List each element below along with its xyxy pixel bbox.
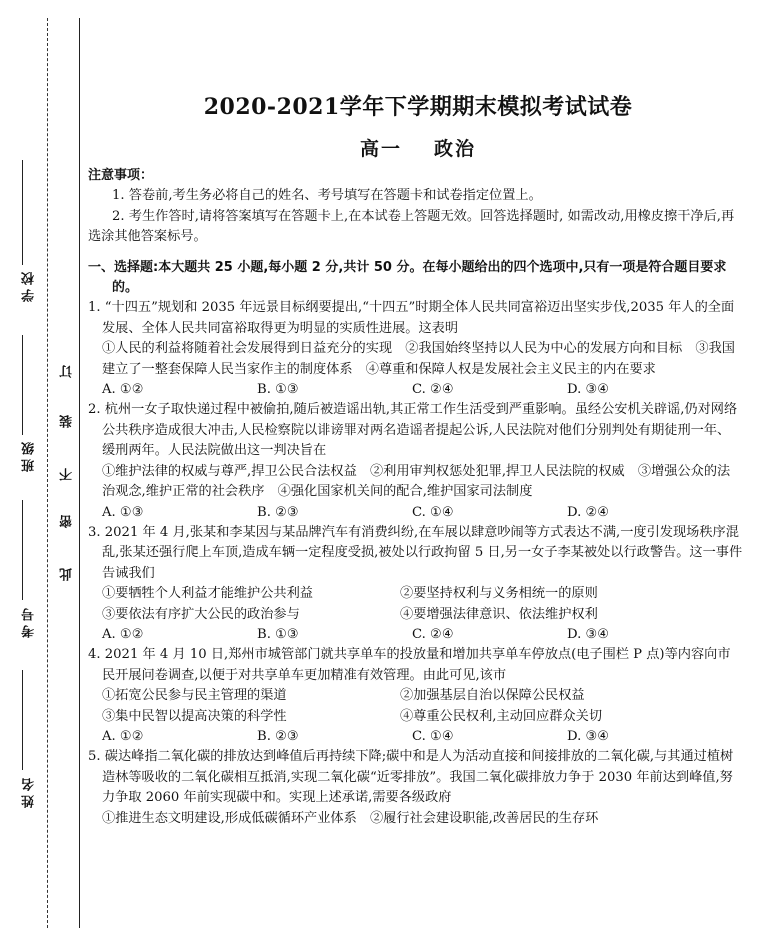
option-d: D. ③④ [567, 382, 610, 398]
statement: ①拓宽公民参与民主管理的渠道 [102, 688, 287, 704]
question-stem: 1. “十四五”规划和 2035 年远景目标纲要提出,“十四五”时期全体人民共同富裕迈出坚实步伐,2035 年人的全面发展、全体人民共同富裕取得更为明显的实质性进展。这表明 [88, 300, 735, 336]
cut-char: 装 [60, 415, 75, 428]
option-d: D. ③④ [567, 626, 610, 642]
option-a: A. ①② [102, 382, 144, 398]
statement-row [88, 686, 743, 706]
notice-item: 1. 答卷前,考生务必将自己的姓名、考号填写在答题卡和试卷指定位置上。 [112, 188, 542, 204]
option-d: D. ③④ [567, 728, 610, 744]
statement-row [88, 707, 743, 727]
class-underline [22, 335, 23, 435]
option-b: B. ①③ [257, 626, 299, 642]
school-underline [22, 160, 23, 265]
option-d: D. ②④ [567, 504, 610, 520]
option-c: C. ①④ [412, 504, 454, 520]
class-label: 班级 [22, 438, 37, 472]
option-a: A. ①② [102, 626, 144, 642]
question-stem: 4. 2021 年 4 月 10 日,郑州市城管部门就共享单车的投放量和增加共享单车停放点(电子围栏 P 点)等内容向市民开展问卷调查,以便于对共享单车更加精准有效管理。由此可见,该市 [88, 647, 731, 683]
question-statements: ①人民的利益将随着社会发展得到日益充分的实现 ②我国始终坚持以人民为中心的发展方向和目标 ③我国建立了一整套保障人民当家作主的制度体系 ④尊重和保障人权是发展社会主义民主的内在要求 [102, 341, 735, 377]
question-stem: 2. 杭州一女子取快递过程中被偷拍,随后被造谣出轨,其正常工作生活受到严重影响。虽经公安机关辟谣,仍对网络公共秩序造成很大冲击,人民检察院以诽谤罪对两名造谣者提起公诉,人民法院对他们分别判处有期徒刑一年、缓刑两年。人民法院做出这一判决旨在 [88, 402, 738, 459]
option-b: B. ②③ [257, 728, 299, 744]
question-options [88, 625, 743, 645]
name-label: 姓名 [22, 774, 37, 808]
statement: ④要增强法律意识、依法维护权利 [400, 606, 598, 622]
exam-subtitle [88, 134, 748, 161]
cut-char: 密 [60, 515, 75, 528]
solid-binding-line [79, 18, 80, 928]
grade-label: 高一 [359, 138, 402, 160]
option-a: A. ①③ [102, 504, 144, 520]
notice-heading: 注意事项： [88, 168, 154, 183]
notice-item: 2. 考生作答时,请将答案填写在答题卡上,在本试卷上答题无效。回答选择题时, 如需改动,用橡皮擦干净后,再选涂其他答案标号。 [88, 208, 735, 245]
cut-char: 此 [60, 568, 75, 581]
question-statements: ①维护法律的权威与尊严,捍卫公民合法权益 ②利用审判权惩处犯罪,捍卫人民法院的权威 ③增强公众的法治观念,维护正常的社会秩序 ④强化国家机关间的配合,维护国家司法制度 [102, 463, 731, 500]
question-options [88, 503, 743, 523]
question-options [88, 380, 743, 400]
option-b: B. ①③ [257, 382, 299, 398]
option-b: B. ②③ [257, 504, 299, 520]
school-label: 学校 [22, 268, 37, 302]
statement: ②要坚持权利与义务相统一的原则 [400, 586, 598, 602]
option-c: C. ②④ [412, 382, 454, 398]
question-stem: 3. 2021 年 4 月,张某和李某因与某品牌汽车有消费纠纷,在车展以肆意吵闹等方式表达不满,一度引发现场秩序混乱,张某还强行爬上车顶,造成车辆一定程度受损,被处以行政拘留 5 日,另一女子李某被处以行政警告。这一事件告诫我们 [88, 524, 743, 581]
exam-no-underline [22, 500, 23, 600]
question-stem: 5. 碳达峰指二氧化碳的排放达到峰值后再持续下降;碳中和是人为活动直接和间接排放的二氧化碳,与其通过植树造林等吸收的二氧化碳相互抵消,实现二氧化碳“近零排放”。我国二氧化碳排放力争于 2030 年前达到峰值,努力争取 2060 年前实现碳中和。实现上述承诺,需要各级政府 [88, 749, 734, 806]
exam-title: 2020-2021学年下学期期末模拟考试试卷 [203, 94, 633, 120]
exam-no-label: 考号 [22, 604, 37, 638]
cut-char: 不 [60, 468, 75, 481]
exam-content [88, 166, 743, 829]
option-c: C. ②④ [412, 626, 454, 642]
option-a: A. ①② [102, 728, 144, 744]
subject-label: 政治 [434, 138, 477, 160]
question-statements: ①推进生态文明建设,形成低碳循环产业体系 ②履行社会建设职能,改善居民的生存环 [102, 810, 599, 826]
section-heading: 一、选择题:本大题共 25 小题,每小题 2 分,共计 50 分。在每小题给出的四个选项中,只有一项是符合题目要求的。 [88, 259, 727, 296]
dashed-binding-line [47, 18, 48, 928]
question-options [88, 727, 743, 747]
statement: ①要牺牲个人利益才能维护公共利益 [102, 586, 313, 602]
statement-row [88, 584, 743, 604]
statement: ④尊重公民权利,主动回应群众关切 [400, 708, 603, 724]
statement-row [88, 605, 743, 625]
name-underline [22, 670, 23, 770]
cut-char: 订 [60, 365, 75, 378]
statement: ②加强基层自治以保障公民权益 [400, 688, 585, 704]
statement: ③要依法有序扩大公民的政治参与 [102, 606, 300, 622]
option-c: C. ①④ [412, 728, 454, 744]
statement: ③集中民智以提高决策的科学性 [102, 708, 287, 724]
